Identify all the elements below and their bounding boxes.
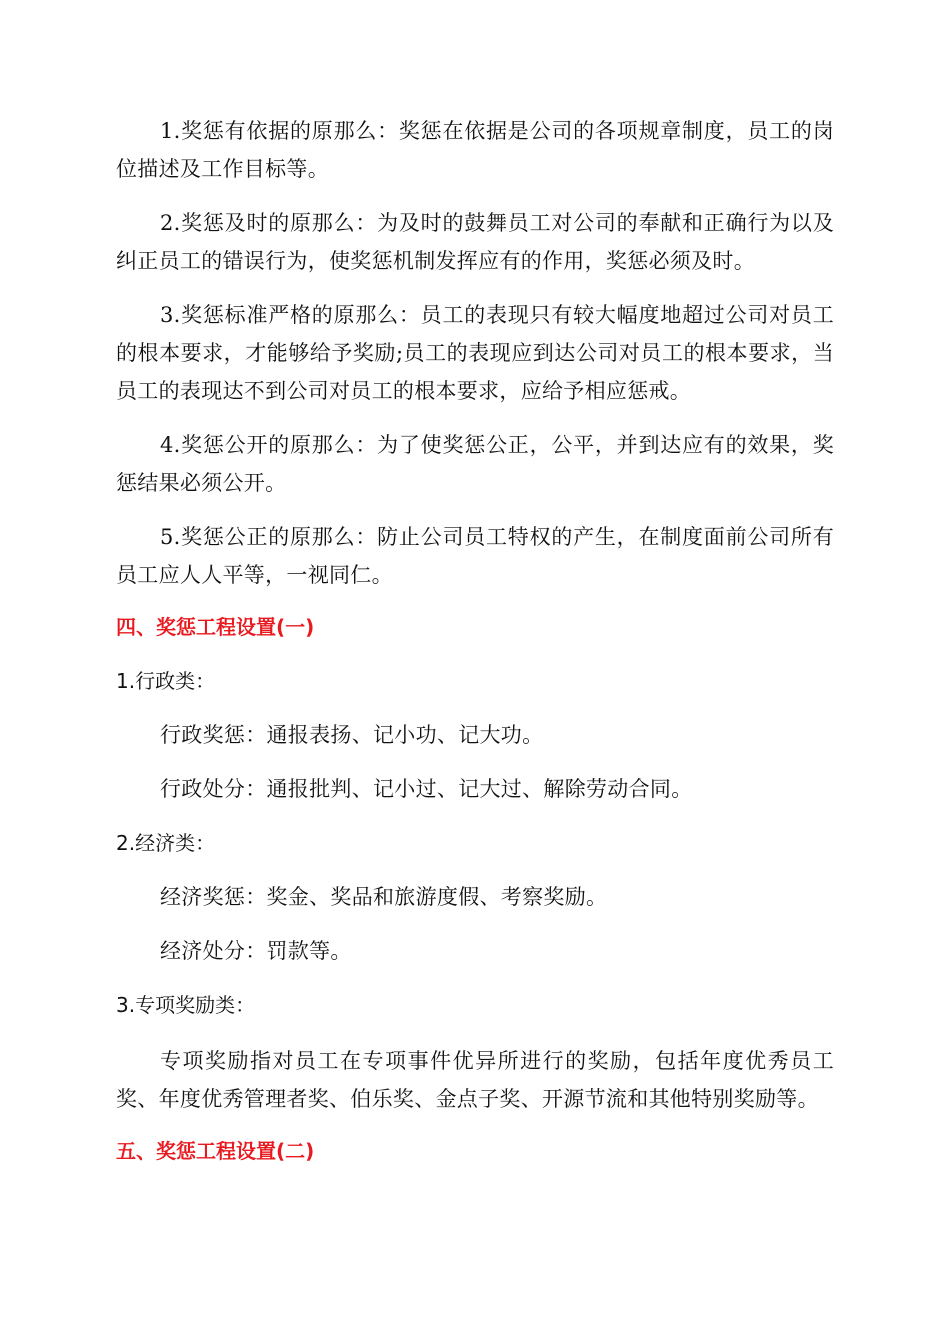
principle-paragraph-1: 1.奖惩有依据的原那么：奖惩在依据是公司的各项规章制度，员工的岗位描述及工作目标等。 bbox=[116, 119, 834, 181]
section-4-heading: 四、奖惩工程设置(一) bbox=[116, 615, 315, 639]
economic-category-label: 2.经济类： bbox=[116, 831, 216, 855]
principle-paragraph-4: 4.奖惩公开的原那么：为了使奖惩公正，公平，并到达应有的效果，奖惩结果必须公开。 bbox=[116, 433, 834, 495]
principle-paragraph-5: 5.奖惩公正的原那么：防止公司员工特权的产生，在制度面前公司所有员工应人人平等，一视同仁。 bbox=[116, 525, 834, 587]
special-award-paragraph: 专项奖励指对员工在专项事件优异所进行的奖励，包括年度优秀员工奖、年度优秀管理者奖、伯乐奖、金点子奖、开源节流和其他特别奖励等。 bbox=[116, 1049, 834, 1111]
administrative-reward-item: 行政奖惩：通报表扬、记小功、记大功。 bbox=[160, 723, 544, 747]
section-5-heading: 五、奖惩工程设置(二) bbox=[116, 1139, 315, 1163]
economic-reward-item: 经济奖惩：奖金、奖品和旅游度假、考察奖励。 bbox=[160, 885, 608, 909]
document-body bbox=[116, 112, 834, 1188]
special-award-category-label: 3.专项奖励类： bbox=[116, 993, 256, 1017]
administrative-category-label: 1.行政类： bbox=[116, 669, 216, 693]
administrative-penalty-item: 行政处分：通报批判、记小过、记大过、解除劳动合同。 bbox=[160, 777, 693, 801]
economic-penalty-item: 经济处分：罚款等。 bbox=[160, 939, 352, 963]
principle-paragraph-3: 3.奖惩标准严格的原那么：员工的表现只有较大幅度地超过公司对员工的根本要求，才能够给予奖励;员工的表现应到达公司对员工的根本要求，当员工的表现达不到公司对员工的根本要求，应给予相应惩戒。 bbox=[116, 303, 834, 403]
principle-paragraph-2: 2.奖惩及时的原那么：为及时的鼓舞员工对公司的奉献和正确行为以及纠正员工的错误行为，使奖惩机制发挥应有的作用，奖惩必须及时。 bbox=[116, 211, 834, 273]
